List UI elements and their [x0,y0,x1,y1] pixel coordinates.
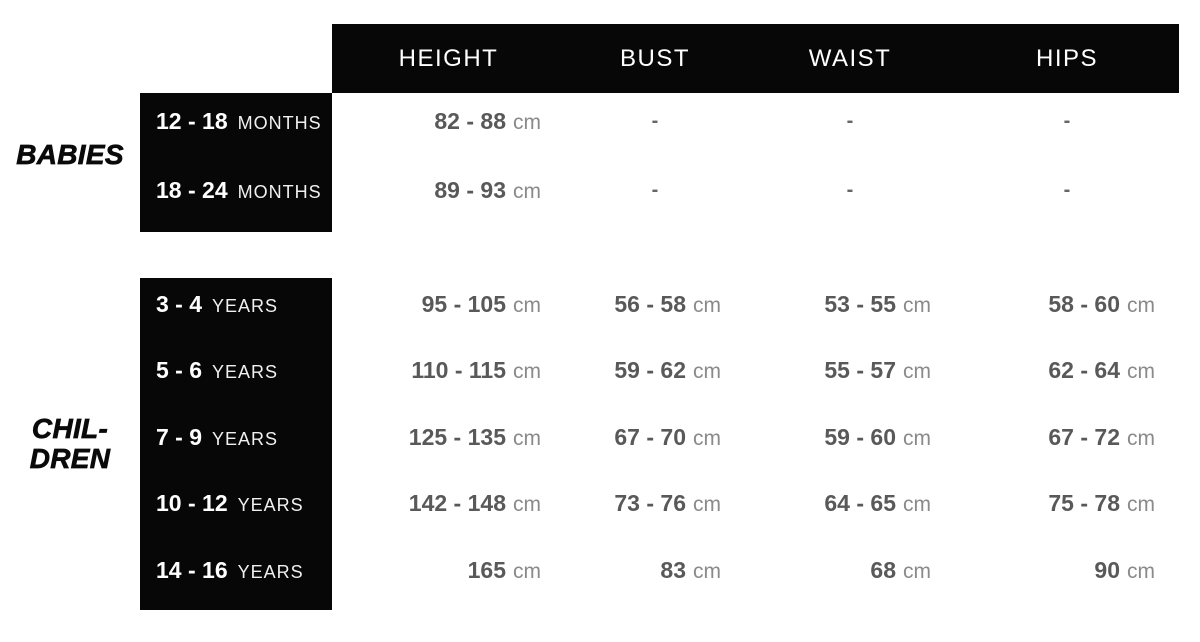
waist-cell [745,411,955,477]
unit-label: cm [693,293,721,317]
bust-cell [565,411,745,477]
unit-label: cm [903,559,931,583]
age-unit: YEARS [237,495,304,515]
section-label-children [0,278,140,610]
age-range: 14 - 16 [156,556,228,583]
waist-cell [745,278,955,344]
empty-value-dash: - [846,179,854,201]
empty-value-dash: - [651,109,659,132]
waist-cell [745,477,955,544]
bust-value: 56 - 58 [614,290,686,317]
unit-label: cm [693,426,721,450]
bust-value: 83 [660,556,686,583]
unit-label: cm [513,426,541,450]
hips-value: 58 - 60 [1048,290,1120,317]
unit-label: cm [693,493,721,516]
height-cell [332,93,565,163]
unit-label: cm [513,360,541,383]
empty-value-dash: - [1063,109,1071,132]
unit-label: cm [513,110,541,134]
unit-label: cm [513,493,541,516]
waist-value: 53 - 55 [824,290,896,317]
height-cell [332,278,565,344]
unit-label: cm [903,293,931,317]
waist-value: 64 - 65 [824,490,896,516]
unit-label: cm [693,360,721,383]
hips-cell [955,477,1179,544]
bust-cell [565,477,745,544]
bust-value: 67 - 70 [614,423,686,450]
age-cell [140,344,332,411]
age-range: 18 - 24 [156,177,228,203]
hips-cell [955,163,1179,232]
age-cell [140,163,332,232]
height-cell [332,477,565,544]
unit-label: cm [513,293,541,317]
unit-label: cm [693,559,721,583]
empty-value-dash: - [846,109,854,132]
column-header-hips: HIPS [955,24,1179,93]
column-header-height: HEIGHT [332,24,565,93]
unit-label: cm [1127,293,1155,317]
age-unit: YEARS [237,561,304,582]
hips-cell [955,278,1179,344]
height-value: 142 - 148 [408,490,506,516]
hips-cell [955,93,1179,163]
hips-cell [955,344,1179,411]
bust-value: 73 - 76 [614,490,686,516]
height-value: 82 - 88 [434,107,506,134]
height-value: 125 - 135 [408,423,506,450]
hips-value: 90 [1094,556,1120,583]
empty-value-dash: - [1063,179,1071,201]
bust-value: 59 - 62 [614,357,686,383]
bust-cell [565,544,745,610]
unit-label: cm [903,360,931,383]
height-value: 89 - 93 [434,177,506,203]
hips-value: 67 - 72 [1048,423,1120,450]
section-label-babies: BABIES [16,138,124,170]
age-unit: YEARS [212,362,279,382]
unit-label: cm [1127,493,1155,516]
age-unit: MONTHS [237,182,322,202]
bust-cell [565,344,745,411]
age-unit: MONTHS [237,112,322,133]
age-cell [140,411,332,477]
height-cell [332,163,565,232]
height-value: 110 - 115 [411,357,506,383]
bust-cell [565,278,745,344]
age-range: 7 - 9 [156,423,203,450]
section-label-line: DREN [29,443,111,474]
empty-value-dash: - [651,179,659,201]
height-cell [332,544,565,610]
age-unit: YEARS [212,295,279,316]
bust-cell [565,93,745,163]
unit-label: cm [1127,426,1155,450]
age-range: 5 - 6 [156,357,203,383]
age-range: 3 - 4 [156,290,203,317]
unit-label: cm [903,426,931,450]
unit-label: cm [513,180,541,203]
waist-cell [745,163,955,232]
hips-value: 75 - 78 [1048,490,1120,516]
bust-cell [565,163,745,232]
waist-cell [745,544,955,610]
age-range: 12 - 18 [156,107,228,134]
age-cell [140,544,332,610]
unit-label: cm [1127,360,1155,383]
age-cell [140,477,332,544]
hips-cell [955,544,1179,610]
height-cell [332,411,565,477]
unit-label: cm [903,493,931,516]
height-value: 95 - 105 [421,290,506,317]
age-range: 10 - 12 [156,490,228,516]
age-cell [140,93,332,163]
section-label-line: CHIL- [31,413,109,444]
age-unit: YEARS [212,428,279,449]
column-header-waist: WAIST [745,24,955,93]
waist-cell [745,344,955,411]
waist-value: 59 - 60 [824,423,896,450]
column-header-bust: BUST [565,24,745,93]
unit-label: cm [513,559,541,583]
waist-value: 68 [870,556,896,583]
height-value: 165 [467,556,506,583]
waist-cell [745,93,955,163]
unit-label: cm [1127,559,1155,583]
age-cell [140,278,332,344]
height-cell [332,344,565,411]
waist-value: 55 - 57 [824,357,896,383]
hips-value: 62 - 64 [1048,357,1120,383]
hips-cell [955,411,1179,477]
